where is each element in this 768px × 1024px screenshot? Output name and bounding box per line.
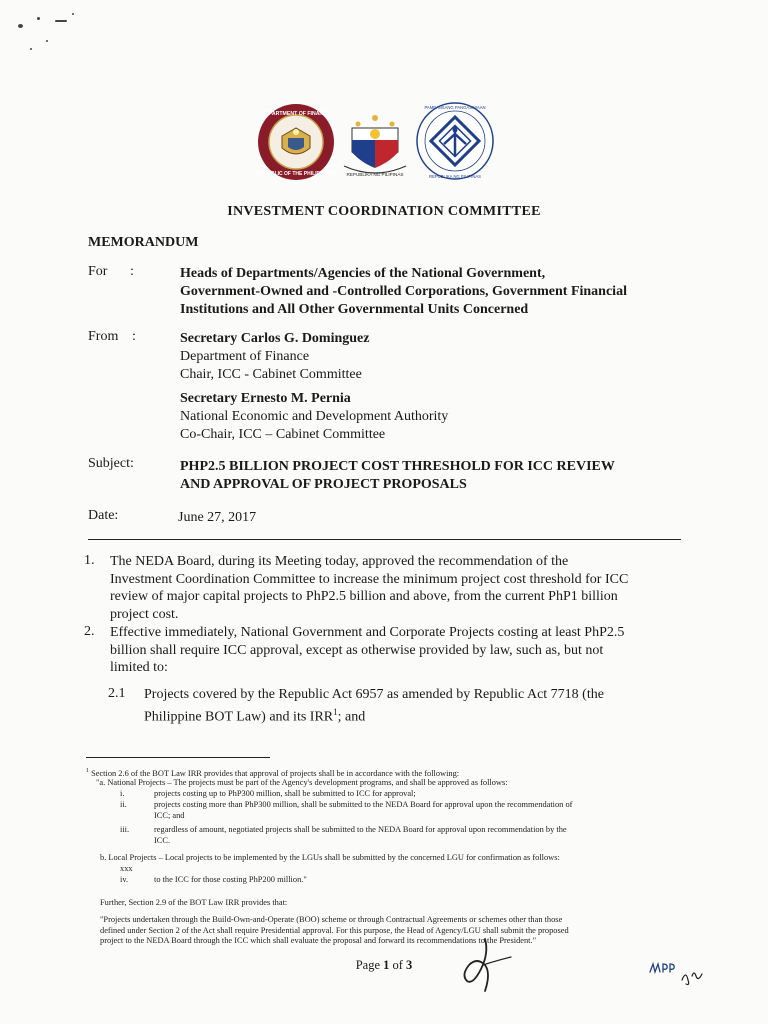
svg-text:REPUBLIKA NG PILIPINAS: REPUBLIKA NG PILIPINAS xyxy=(429,174,481,179)
neda-seal xyxy=(414,100,496,182)
sub-paragraph-line xyxy=(144,704,684,726)
paragraph-line: The NEDA Board, during its Meeting today, approved the recommendation of the xyxy=(110,554,569,569)
handwritten-initials xyxy=(646,958,706,990)
for-line: Institutions and All Other Governmental Units Concerned xyxy=(180,302,529,317)
footnote-item: to the ICC for those costing PhP200 million." xyxy=(154,875,307,884)
paragraph-line: review of major capital projects to PhP2.5 billion and above, from the current PhP1 billion xyxy=(110,589,618,604)
paragraph-line: Effective immediately, National Government and Corporate Projects costing at least PhP2.5 xyxy=(110,625,625,640)
for-line: Government-Owned and -Controlled Corporations, Government Financial xyxy=(180,284,627,299)
date-value: June 27, 2017 xyxy=(178,510,257,525)
sender-office: Department of Finance xyxy=(180,349,310,364)
paragraph-line: limited to: xyxy=(110,660,168,675)
department-of-finance-seal xyxy=(256,102,336,182)
for-recipients xyxy=(180,265,700,319)
footnote-item-line: projects costing more than PhP300 million, shall be submitted to the NEDA Board for approval upon the recommendation of xyxy=(154,800,573,809)
from-label: From xyxy=(88,329,119,344)
subject-line: AND APPROVAL OF PROJECT PROPOSALS xyxy=(180,477,467,492)
footnote-ellipsis: xxx xyxy=(120,864,133,873)
from-sender-2 xyxy=(180,390,690,444)
footnote-item-num: ii. xyxy=(120,800,127,809)
footnote-item-num: iii. xyxy=(120,825,130,834)
scan-speck xyxy=(55,20,67,22)
header-divider xyxy=(88,539,681,540)
from-colon: : xyxy=(132,329,136,344)
from-sender-1 xyxy=(180,330,690,384)
scan-speck xyxy=(30,48,32,50)
sub-paragraph-text: ; and xyxy=(337,709,366,725)
scan-speck xyxy=(37,17,40,20)
footnote-quote-line: project to the NEDA Board through the ICC which shall evaluate the proposal and forward its recommendations to the President." xyxy=(100,936,537,945)
sender-name: Secretary Ernesto M. Pernia xyxy=(180,391,351,406)
paragraph-1 xyxy=(110,553,680,623)
subject-text xyxy=(180,458,700,494)
republic-seal xyxy=(340,106,410,180)
sub-paragraph-line: Projects covered by the Republic Act 6957 as amended by Republic Act 7718 (the xyxy=(144,687,604,702)
footnote-b: b. Local Projects – Local projects to be implemented by the LGUs shall be submitted by the concerned LGU for confirmation as follows: xyxy=(100,853,560,862)
footnote-item-line: regardless of amount, negotiated projects shall be submitted to the NEDA Board for approval upon recommendation by the xyxy=(154,825,567,834)
footnote-item-line: ICC; and xyxy=(154,810,185,820)
for-line: Heads of Departments/Agencies of the National Government, xyxy=(180,266,546,281)
page-current: 1 xyxy=(383,958,390,972)
page-text: of xyxy=(389,958,407,972)
subject-label: Subject: xyxy=(88,456,134,471)
footnote-quote xyxy=(100,915,690,947)
paragraph-number: 1. xyxy=(84,553,95,568)
date-label: Date: xyxy=(88,508,119,523)
footnote-item-num: i. xyxy=(120,789,125,798)
footnote-quote-line: "Projects undertaken through the Build-Own-and-Operate (BOO) scheme or through Contractual Agreements or schemes other than those xyxy=(100,915,563,924)
paragraph-number: 2. xyxy=(84,624,95,639)
footnote-quote-line: defined under Section 2 of the Act shall require Presidential approval. For this purpose, the Head of Agency/LGU shall submit the proposed xyxy=(100,925,569,935)
footnote-mark: 1 xyxy=(86,768,89,774)
footnote-item xyxy=(154,825,689,846)
handwritten-signature xyxy=(455,935,525,997)
footnote-item-line: ICC. xyxy=(154,835,171,845)
footnote-ref: 1 xyxy=(333,706,338,717)
paragraph-line: billion shall require ICC approval, except as otherwise provided by law, such as, but not xyxy=(110,642,604,658)
svg-text:DEPARTMENT OF FINANCE: DEPARTMENT OF FINANCE xyxy=(261,111,331,117)
footnote-divider xyxy=(86,757,270,758)
sub-paragraph-number: 2.1 xyxy=(108,686,126,701)
footnote-a: "a. National Projects – The projects must be part of the Agency's development programs, and shall be approved as follows: xyxy=(96,778,508,787)
committee-title: INVESTMENT COORDINATION COMMITTEE xyxy=(227,204,541,219)
footnote-item-line: projects costing up to PhP300 million, shall be submitted to ICC for approval; xyxy=(154,789,416,798)
subject-line: PHP2.5 BILLION PROJECT COST THRESHOLD FOR ICC REVIEW xyxy=(180,459,615,474)
scan-speck xyxy=(18,24,23,28)
footnote-item xyxy=(154,800,689,821)
footnote-text: Section 2.6 of the BOT Law IRR provides that approval of projects shall be in accordance with the following: xyxy=(91,768,460,778)
sender-name: Secretary Carlos G. Dominguez xyxy=(180,331,370,346)
paragraph-line: Investment Coordination Committee to increase the minimum project cost threshold for ICC xyxy=(110,571,629,587)
svg-text:REPUBLIKA NG PILIPINAS: REPUBLIKA NG PILIPINAS xyxy=(346,172,404,177)
sender-role: Co-Chair, ICC – Cabinet Committee xyxy=(180,427,386,442)
paragraph-line: project cost. xyxy=(110,606,179,622)
svg-text:PAMBANSANG PANGASIWAAN: PAMBANSANG PANGASIWAAN xyxy=(424,105,486,110)
footnote-item xyxy=(154,789,684,800)
for-label: For xyxy=(88,264,108,279)
memorandum-label: MEMORANDUM xyxy=(88,235,199,250)
paragraph-2 xyxy=(110,624,680,677)
sub-paragraph-text: Philippine BOT Law) and its IRR xyxy=(144,709,334,725)
sender-office: National Economic and Development Authority xyxy=(180,409,449,424)
page-total: 3 xyxy=(406,958,413,972)
page-text: Page xyxy=(355,958,384,972)
footnote-further: Further, Section 2.9 of the BOT Law IRR provides that: xyxy=(100,898,288,907)
for-colon: : xyxy=(130,264,134,279)
svg-text:REPUBLIC OF THE PHILIPPINES: REPUBLIC OF THE PHILIPPINES xyxy=(257,171,335,177)
sender-role: Chair, ICC - Cabinet Committee xyxy=(180,367,362,382)
scan-speck xyxy=(72,13,74,15)
footnote-item-num: iv. xyxy=(120,875,129,884)
sub-paragraph-2-1 xyxy=(144,686,684,726)
scan-speck xyxy=(46,40,48,42)
